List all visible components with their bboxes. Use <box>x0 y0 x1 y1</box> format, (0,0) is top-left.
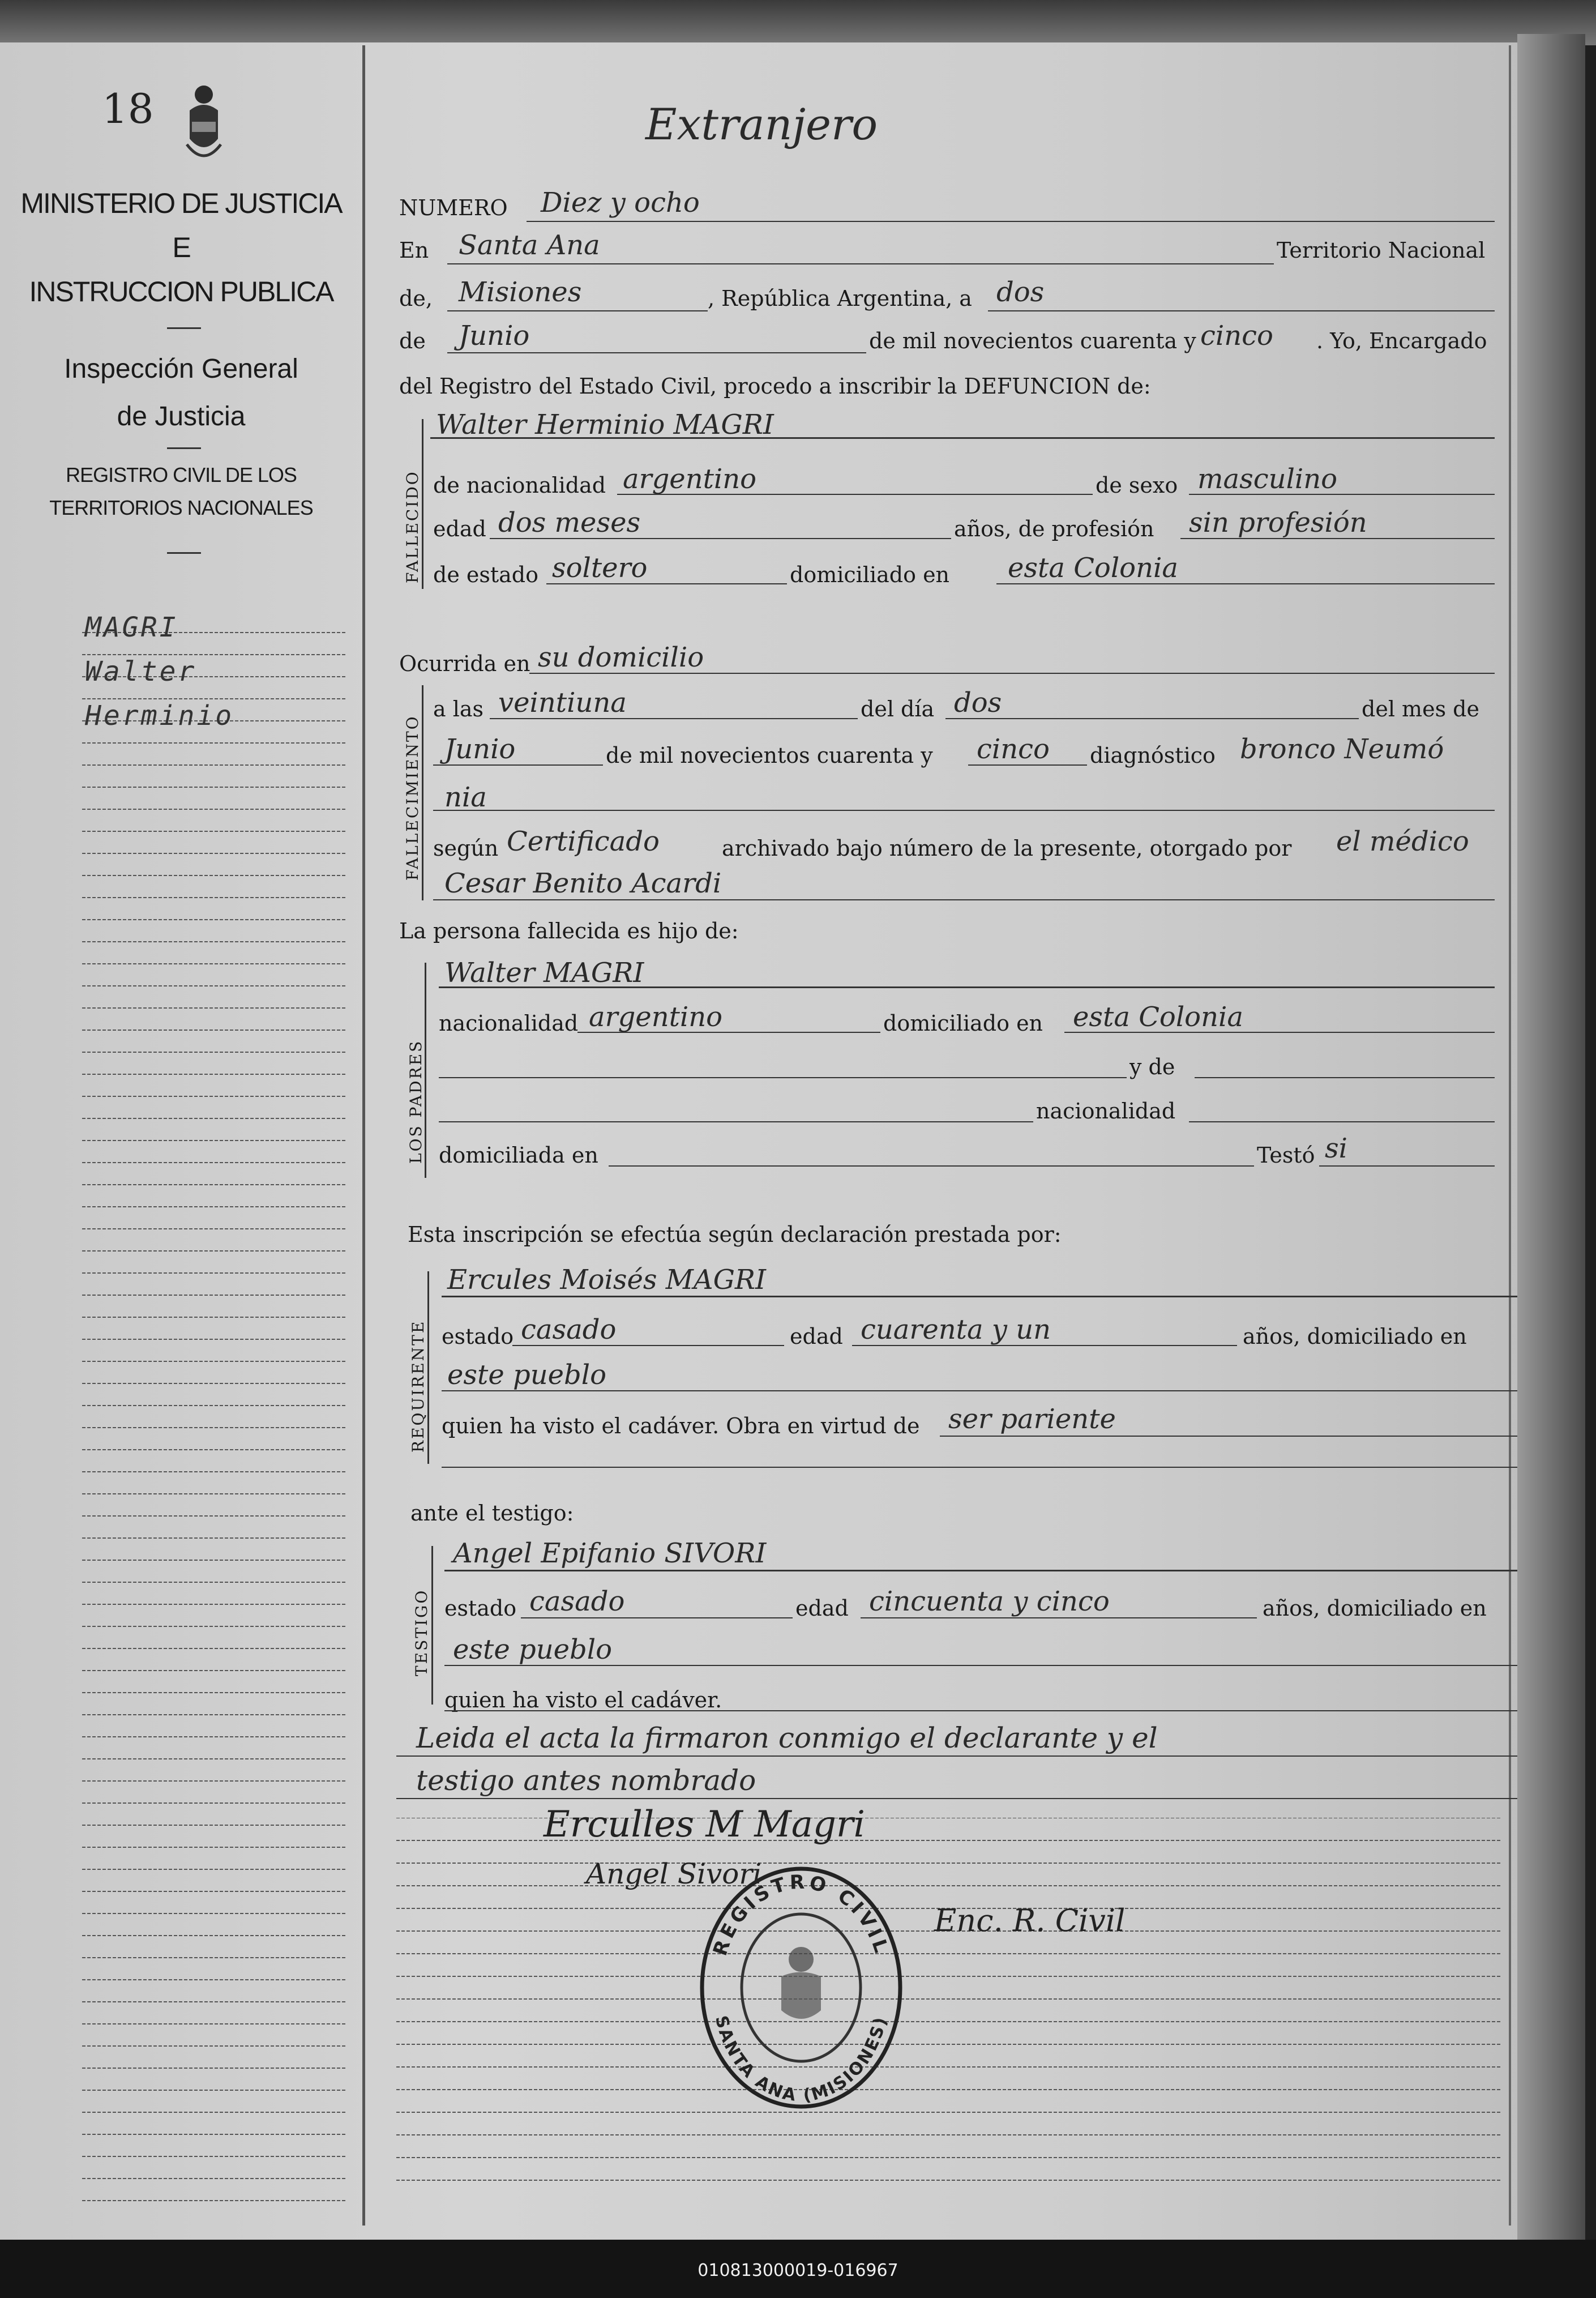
requirente-brace <box>427 1271 434 1464</box>
declarante-signature: Erculles M Magri <box>544 1804 865 1846</box>
numero-value: Diez y ocho <box>541 187 700 219</box>
edad-fill-line <box>490 538 951 539</box>
coat-of-arms-icon <box>184 82 224 167</box>
registry-seal <box>696 1863 906 2112</box>
month-fill-line <box>447 352 866 353</box>
estado-fill-line <box>546 583 787 584</box>
segun-label: según <box>433 836 499 861</box>
closing-line-2: testigo antes nombrado <box>416 1764 756 1797</box>
day-fill-line <box>988 310 1495 311</box>
testigo-estado-fill <box>521 1617 793 1618</box>
testigo-estado-label: estado <box>444 1596 517 1621</box>
requirente-section-label: REQUIRENTE <box>409 1319 427 1453</box>
y-de-label: y de <box>1129 1054 1175 1079</box>
right-margin-divider <box>1509 45 1511 2226</box>
sidebar-second-name: Herminio <box>85 700 234 732</box>
padre-domiciliado-label: domiciliado en <box>883 1011 1043 1036</box>
requirente-estado-label: estado <box>442 1324 514 1349</box>
place-value: Santa Ana <box>459 229 600 261</box>
requirente-cadaver-label: quien ha visto el cadáver. Obra en virtud de <box>442 1413 920 1438</box>
profesion-value: sin profesión <box>1189 507 1367 539</box>
fallecido-brace <box>422 419 428 589</box>
padre-name-line <box>439 986 1495 988</box>
medico-value: Cesar Benito Acardi <box>444 868 722 899</box>
madre-name-fill <box>1195 1077 1495 1078</box>
page-number: 18 <box>102 85 154 133</box>
testigo-domicilio-value: este pueblo <box>453 1634 613 1665</box>
territorio-label: Territorio Nacional <box>1277 238 1486 263</box>
profesion-fill-line <box>1180 538 1495 539</box>
testo-value: si <box>1325 1133 1347 1164</box>
fallecido-nacionalidad-value: argentino <box>623 463 757 495</box>
fallecimiento-brace <box>422 685 428 900</box>
ocurrida-value: su domicilio <box>538 642 704 673</box>
requirente-intro: Esta inscripción se efectúa según declaración prestada por: <box>408 1222 1062 1247</box>
encargado-label: . Yo, Encargado <box>1316 328 1487 353</box>
padres-section-label: LOS PADRES <box>407 1039 425 1164</box>
book-spine <box>1517 34 1585 2243</box>
dia-label: del día <box>861 697 935 721</box>
seal-emblem-icon <box>781 1947 821 2019</box>
anio-fill-line <box>968 764 1087 766</box>
testigo-intro: ante el testigo: <box>410 1501 574 1526</box>
padre-domicilio-fill <box>1064 1032 1495 1033</box>
sexo-label: de sexo <box>1096 473 1178 498</box>
ocurrida-fill-line <box>529 673 1495 674</box>
de2-label: de <box>399 328 426 353</box>
requirente-domicilio-fill <box>442 1390 1517 1391</box>
requirente-blank-line <box>442 1467 1517 1468</box>
mes-label: del mes de <box>1362 697 1479 721</box>
inspection-heading <box>0 345 362 441</box>
province-fill-line <box>447 310 708 311</box>
diagnostico-label: diagnóstico <box>1090 743 1216 768</box>
year-value: cinco <box>1200 320 1273 352</box>
testigo-blank-line <box>444 1710 1517 1711</box>
testigo-edad-label: edad <box>795 1596 849 1621</box>
hijo-label: La persona fallecida es hijo de: <box>399 919 739 943</box>
requirente-edad-value: cuarenta y un <box>861 1314 1051 1346</box>
numero-fill-line <box>527 221 1495 222</box>
place-fill-line <box>447 263 1274 264</box>
hora-label: a las <box>433 697 484 721</box>
inspection-line-1: Inspección General <box>64 354 298 384</box>
testigo-brace <box>431 1546 438 1705</box>
madre-nacionalidad-label: nacionalidad <box>1036 1099 1176 1124</box>
madre-blank-line <box>439 1077 1127 1078</box>
diagnostico-continuation: nia <box>444 781 487 813</box>
testigo-edad-value: cincuenta y cinco <box>869 1586 1110 1617</box>
testigo-domicilio-fill <box>444 1665 1517 1666</box>
diagnostico-value: bronco Neumó <box>1240 733 1444 765</box>
domicilio-value: esta Colonia <box>1008 552 1178 584</box>
province-value: Misiones <box>459 276 582 308</box>
profesion-label: años, de profesión <box>954 516 1154 541</box>
republica-label: , República Argentina, a <box>708 286 972 311</box>
padre-nacionalidad-label: nacionalidad <box>439 1011 579 1036</box>
padre-nacionalidad-fill <box>577 1032 880 1033</box>
sexo-fill-line <box>1189 494 1495 495</box>
requirente-name-value: Ercules Moisés MAGRI <box>447 1264 767 1296</box>
testigo-edad-fill <box>861 1617 1257 1618</box>
archivado-label: archivado bajo número de la presente, otorgado por <box>722 836 1292 861</box>
fallecido-section-label: FALLECIDO <box>403 470 422 583</box>
month-value: Junio <box>459 320 530 352</box>
padre-domicilio-value: esta Colonia <box>1073 1001 1243 1033</box>
image-identifier: 010813000019-016967 <box>698 2261 898 2280</box>
registro-label: del Registro del Estado Civil, procedo a inscribir la DEFUNCION de: <box>399 374 1151 399</box>
madre-blank-line-2 <box>439 1121 1033 1122</box>
anio-value: cinco <box>977 733 1050 765</box>
testigo-signature: Angel Sivori <box>586 1857 762 1890</box>
hora-value: veintiuna <box>498 687 627 719</box>
testigo-estado-value: casado <box>529 1586 625 1617</box>
requirente-estado-value: casado <box>521 1314 617 1346</box>
domiciliada-label: domiciliada en <box>439 1143 598 1168</box>
requirente-edad-fill <box>852 1345 1237 1346</box>
closing-line-2-rule <box>396 1798 1517 1799</box>
fallecido-name-line <box>430 437 1495 439</box>
requirente-anios-label: años, domiciliado en <box>1243 1324 1467 1349</box>
nacionalidad-fill-line <box>617 494 1093 495</box>
edad-value: dos meses <box>498 507 641 539</box>
divider-rule <box>167 447 201 449</box>
requirente-name-line <box>442 1296 1517 1297</box>
numero-label: NUMERO <box>399 195 508 220</box>
testigo-cadaver-label: quien ha visto el cadáver. <box>444 1688 722 1712</box>
ministry-line-1: MINISTERIO DE JUSTICIA <box>20 187 342 219</box>
testo-fill <box>1319 1165 1495 1167</box>
ocurrida-label: Ocurrida en <box>399 651 530 676</box>
mes-value: Junio <box>444 733 516 765</box>
testigo-anios-label: años, domiciliado en <box>1263 1596 1487 1621</box>
padre-nacionalidad-value: argentino <box>589 1001 723 1033</box>
left-column-divider <box>362 45 365 2226</box>
dia-value: dos <box>954 687 1002 719</box>
binding-top-edge <box>0 0 1596 45</box>
padres-brace <box>425 963 431 1178</box>
testigo-section-label: TESTIGO <box>412 1588 431 1676</box>
requirente-virtud-fill <box>940 1436 1517 1437</box>
closing-line-1-rule <box>396 1755 1517 1757</box>
padre-value: Walter MAGRI <box>444 957 644 989</box>
requirente-virtud-value: ser pariente <box>948 1403 1116 1435</box>
fallecido-nacionalidad-label: de nacionalidad <box>433 473 606 498</box>
dia-fill-line <box>945 718 1359 719</box>
ministry-line-3: INSTRUCCION PUBLICA <box>29 276 333 307</box>
svg-text:SANTA ANA (MISIONES) <box>711 2014 891 2105</box>
otorgado-value: el médico <box>1336 826 1469 857</box>
de-label: de, <box>399 286 433 311</box>
domicilio-fill-line <box>996 583 1495 584</box>
testo-label: Testó <box>1257 1143 1315 1168</box>
diagnostico-fill-line <box>433 810 1495 811</box>
top-annotation: Extranjero <box>645 99 878 150</box>
mes-fill-line <box>433 764 603 766</box>
registry-line-2: TERRITORIOS NACIONALES <box>49 496 313 519</box>
edad-label: edad <box>433 516 486 541</box>
requirente-estado-fill <box>512 1345 784 1346</box>
domiciliada-fill <box>609 1165 1254 1167</box>
encargado-signature: Enc. R. Civil <box>934 1903 1126 1938</box>
anio-label: de mil novecientos cuarenta y <box>606 743 933 768</box>
en-label: En <box>399 238 429 263</box>
medico-fill-line <box>433 899 1495 900</box>
closing-line-1: Leida el acta la firmaron conmigo el declarante y el <box>416 1722 1158 1754</box>
madre-nacionalidad-fill <box>1189 1121 1495 1122</box>
divider-rule <box>167 327 201 329</box>
inspection-line-2: de Justicia <box>117 401 246 432</box>
left-ruled-lines <box>82 631 348 2228</box>
requirente-edad-label: edad <box>790 1324 843 1349</box>
ministry-line-2: E <box>172 232 190 263</box>
testigo-name-value: Angel Epifanio SIVORI <box>453 1537 767 1569</box>
estado-value: soltero <box>552 552 648 584</box>
hora-fill-line <box>490 718 858 719</box>
testigo-name-line <box>444 1570 1517 1571</box>
registry-line-1: REGISTRO CIVIL DE LOS <box>66 463 297 486</box>
certificado-value: Certificado <box>507 826 660 857</box>
signature-ruled-lines <box>396 1818 1500 2214</box>
seal-top-text: REGISTRO CIVIL <box>708 1870 894 1959</box>
estado-label: de estado <box>433 562 539 587</box>
fallecimiento-section-label: FALLECIMIENTO <box>403 715 422 881</box>
ministry-heading <box>0 181 362 314</box>
registry-heading <box>0 459 362 524</box>
year-label: de mil novecientos cuarenta y <box>869 328 1196 353</box>
fallecido-name-value: Walter Herminio MAGRI <box>436 409 774 441</box>
sidebar-surname: MAGRI <box>85 612 178 643</box>
seal-bottom-text: SANTA ANA (MISIONES) <box>711 2014 892 2106</box>
domiciliado-label: domiciliado en <box>790 562 950 587</box>
sidebar-first-name: Walter <box>85 656 197 687</box>
divider-rule <box>167 552 201 554</box>
requirente-domicilio-value: este pueblo <box>447 1359 607 1391</box>
day-value: dos <box>996 276 1045 308</box>
sexo-value: masculino <box>1197 463 1338 495</box>
